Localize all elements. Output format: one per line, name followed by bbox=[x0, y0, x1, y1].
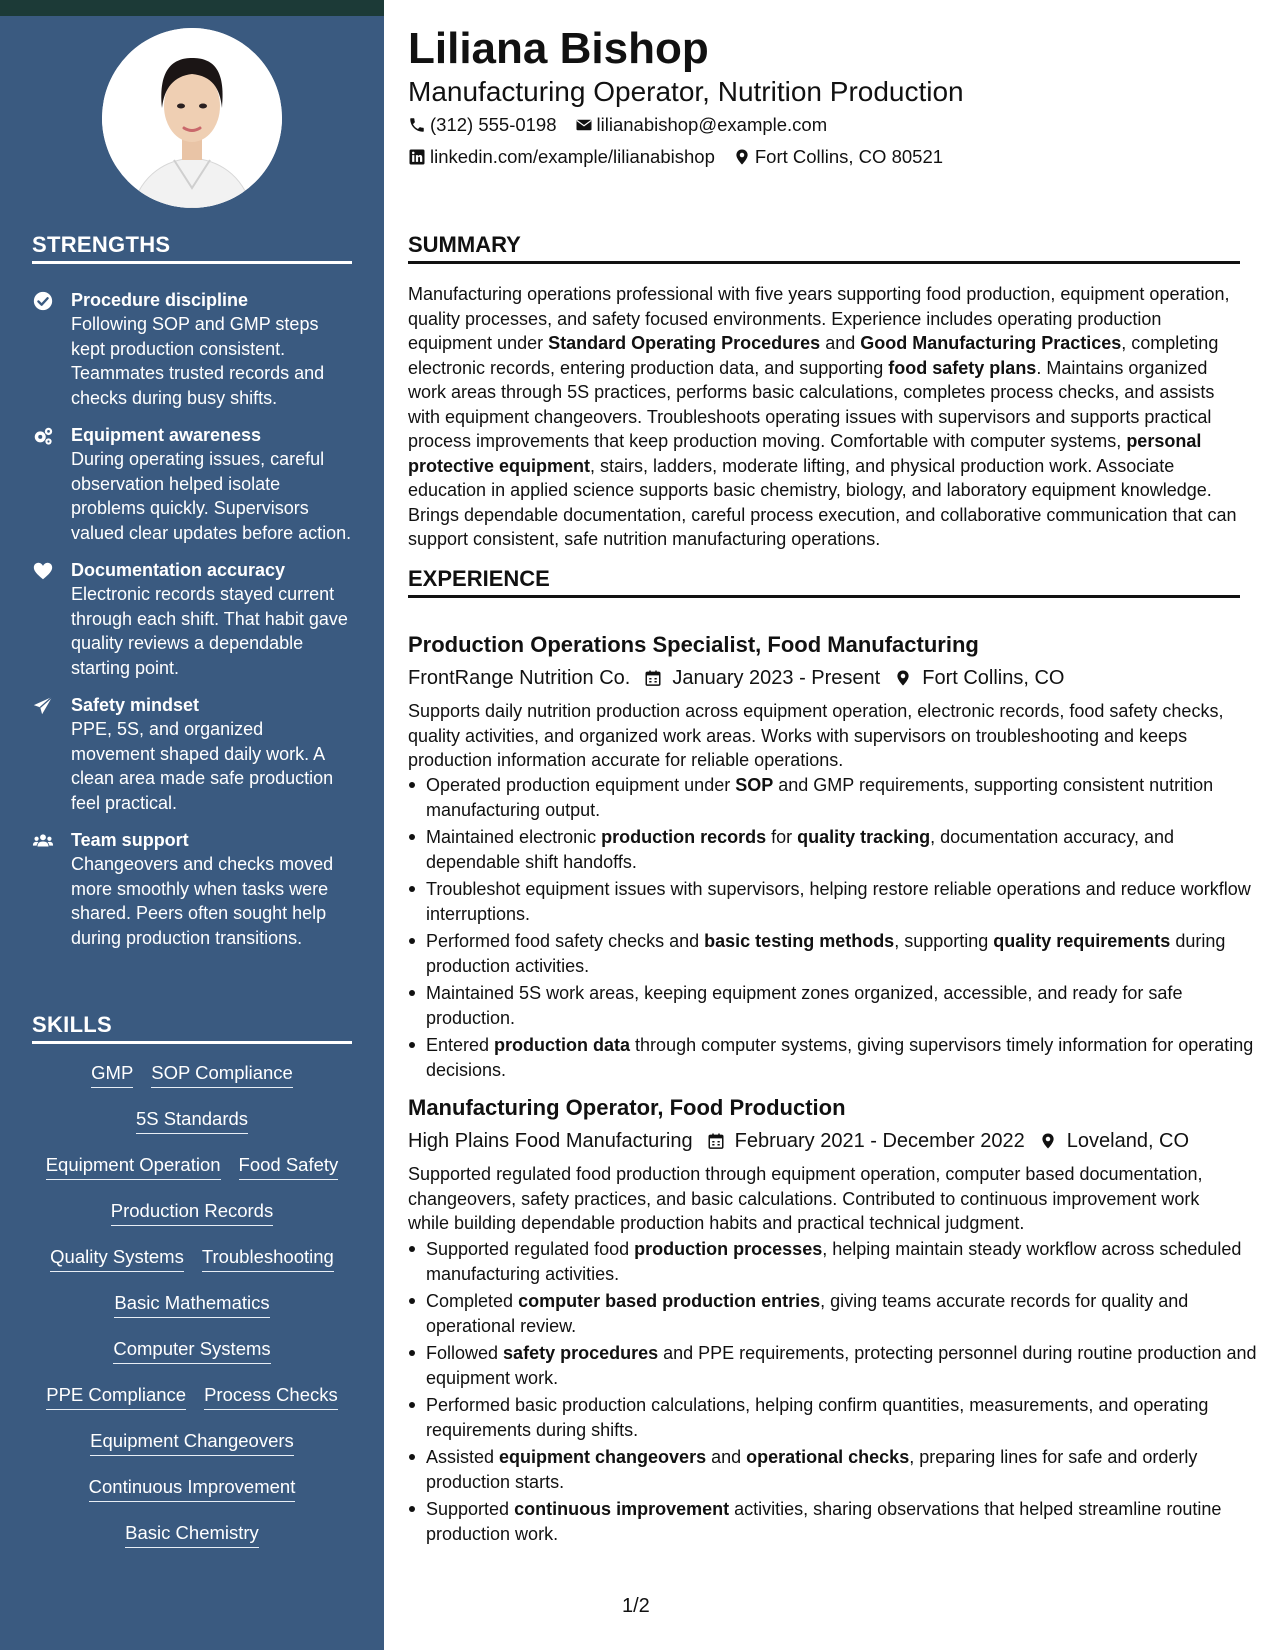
text-run: Assisted bbox=[426, 1447, 500, 1467]
skill-tag: Equipment Changeovers bbox=[90, 1428, 294, 1456]
skill-tag: Basic Mathematics bbox=[114, 1290, 269, 1318]
bullet-item bbox=[426, 929, 1258, 978]
bullet-item bbox=[426, 1237, 1258, 1286]
text-run: Supported bbox=[426, 1499, 515, 1519]
text-run: Operated production equipment under bbox=[426, 775, 736, 795]
text-run: for bbox=[766, 827, 798, 847]
sidebar bbox=[0, 0, 384, 1650]
job-meta bbox=[408, 1128, 1203, 1154]
job-description: Supports daily nutrition production across equipment operation, electronic records, food safety checks, quality activities, and organized work areas. Works with supervisors on troubleshooting and keeps production information accurate for reliable operations. bbox=[408, 701, 1224, 770]
skill-tag: Food Safety bbox=[239, 1152, 339, 1180]
strengths-list bbox=[32, 288, 352, 963]
job-location-text: Loveland, CO bbox=[1066, 1130, 1190, 1152]
bold-text: equipment changeovers bbox=[499, 1447, 707, 1467]
map-marker-icon bbox=[1039, 1131, 1057, 1151]
strength-item bbox=[32, 423, 352, 545]
text-run: Maintained 5S work areas, keeping equipment zones organized, accessible, and ready for safe production. bbox=[426, 983, 1183, 1028]
bullet-item bbox=[426, 981, 1258, 1030]
location-text: Fort Collins, CO 80521 bbox=[754, 146, 944, 167]
skill-tag: 5S Standards bbox=[136, 1106, 248, 1134]
strength-description: Changeovers and checks moved more smoothly when tasks were shared. Peers often sought help during production transitions. bbox=[71, 854, 334, 948]
job-title: Manufacturing Operator, Food Production bbox=[408, 1095, 846, 1120]
experience-heading: EXPERIENCE bbox=[408, 566, 1240, 598]
bold-text: computer based production entries bbox=[518, 1291, 821, 1311]
bullet-item bbox=[426, 1033, 1258, 1082]
bullet-item bbox=[426, 773, 1258, 822]
job-dates bbox=[644, 665, 880, 691]
bold-text: SOP bbox=[735, 775, 774, 795]
strength-title: Safety mindset bbox=[71, 695, 200, 715]
text-run: through computer systems, giving supervisors timely information for operating decisions. bbox=[426, 1035, 1254, 1080]
text-run: Entered bbox=[426, 1035, 495, 1055]
text-run: and GMP requirements, supporting consistent nutrition manufacturing output. bbox=[426, 775, 1214, 820]
text-run: activities, sharing observations that helped streamline routine production work. bbox=[426, 1499, 1222, 1544]
profile-photo bbox=[102, 28, 282, 208]
phone-contact[interactable] bbox=[408, 113, 557, 137]
text-run: Performed basic production calculations, helping confirm quantities, measurements, and operating requirements during shifts. bbox=[426, 1395, 1209, 1440]
bold-text: production records bbox=[601, 827, 767, 847]
job-location bbox=[1039, 1128, 1189, 1154]
phone-icon bbox=[408, 116, 426, 134]
skill-tag: Process Checks bbox=[204, 1382, 338, 1410]
skill-tag: Troubleshooting bbox=[202, 1244, 334, 1272]
text-run: , preparing lines for safe and orderly production starts. bbox=[426, 1447, 1198, 1492]
bold-text: production data bbox=[494, 1035, 631, 1055]
text-run: Followed bbox=[426, 1343, 504, 1363]
candidate-name: Liliana Bishop bbox=[408, 24, 709, 73]
strength-description: During operating issues, careful observation helped isolate problems quickly. Supervisors valued clear updates before action. bbox=[71, 449, 352, 543]
bullet-item bbox=[426, 825, 1258, 874]
phone-text: (312) 555-0198 bbox=[430, 114, 557, 135]
strength-item bbox=[32, 288, 352, 410]
text-run: . Maintains organized work areas through 5S practices, performs basic calculations, completes process checks, and assists with equipment changeovers. Troubleshoots operating issues with supervisors and supports practical process improvements that keep production moving. Comfortable with computer systems, bbox=[408, 357, 1215, 451]
heart-icon bbox=[32, 560, 54, 582]
bullet-item bbox=[426, 1445, 1258, 1494]
text-run: Supported regulated food bbox=[426, 1239, 635, 1259]
location-contact bbox=[733, 145, 943, 169]
map-marker-icon bbox=[733, 148, 751, 166]
bullet-item bbox=[426, 1393, 1258, 1442]
check-circle-icon bbox=[32, 290, 54, 312]
candidate-role: Manufacturing Operator, Nutrition Production bbox=[408, 76, 964, 107]
text-run: , supporting bbox=[894, 931, 994, 951]
skills-heading: SKILLS bbox=[32, 1012, 352, 1044]
skill-tag: Computer Systems bbox=[113, 1336, 270, 1364]
job-description: Supported regulated food production through equipment operation, computer based documentation, changeovers, safety practices, and basic calculations. Contributed to continuous improvement work while building dependable production habits and practical technical judgment. bbox=[408, 1164, 1203, 1233]
paper-plane-icon bbox=[32, 695, 54, 717]
calendar-icon bbox=[707, 1131, 725, 1151]
job-bullets bbox=[408, 773, 1258, 1085]
strength-description: PPE, 5S, and organized movement shaped daily work. A clean area made safe production feel practical. bbox=[71, 719, 334, 813]
bold-text: quality tracking bbox=[797, 827, 931, 847]
job-dates-text: January 2023 - Present bbox=[672, 667, 881, 689]
text-run: Troubleshot equipment issues with supervisors, helping restore reliable operations and reduce workflow interruptions. bbox=[426, 879, 1251, 924]
text-run: Completed bbox=[426, 1291, 519, 1311]
contact-row-1 bbox=[408, 113, 845, 137]
email-contact[interactable] bbox=[575, 113, 828, 137]
job-title: Production Operations Specialist, Food Manufacturing bbox=[408, 632, 979, 657]
skill-tag: Equipment Operation bbox=[46, 1152, 221, 1180]
text-run: , stairs, ladders, moderate lifting, and physical production work. Associate education in applied science supports basic chemistry, biology, and laboratory equipment knowledge. Brings dependable documentation, careful process execution, and collaborative communication that can support consistent, safe nutrition manufacturing operations. bbox=[408, 455, 1237, 549]
text-run: , completing electronic records, entering production data, and supporting bbox=[408, 333, 1219, 378]
job-dates bbox=[707, 1128, 1025, 1154]
bold-text: basic testing methods bbox=[704, 931, 895, 951]
strength-title: Procedure discipline bbox=[71, 290, 249, 310]
envelope-icon bbox=[575, 116, 593, 134]
strength-item bbox=[32, 693, 352, 815]
bullet-item bbox=[426, 877, 1258, 926]
skill-tag: SOP Compliance bbox=[151, 1060, 293, 1088]
text-run: Performed food safety checks and bbox=[426, 931, 705, 951]
bullet-item bbox=[426, 1341, 1258, 1390]
strength-item bbox=[32, 828, 352, 950]
summary-text bbox=[408, 282, 1240, 552]
bold-text: personal protective equipment bbox=[408, 431, 1202, 476]
bullet-item bbox=[426, 1289, 1258, 1338]
strengths-heading: STRENGTHS bbox=[32, 232, 352, 264]
text-run: during production activities. bbox=[426, 931, 1226, 976]
text-run: and bbox=[820, 333, 861, 353]
bold-text: safety procedures bbox=[503, 1343, 659, 1363]
strength-item bbox=[32, 558, 352, 680]
skill-tag: Basic Chemistry bbox=[125, 1520, 259, 1548]
bold-text: Good Manufacturing Practices bbox=[860, 333, 1122, 353]
job-dates-text: February 2021 - December 2022 bbox=[734, 1130, 1025, 1152]
skill-tag: GMP bbox=[91, 1060, 133, 1088]
bold-text: Standard Operating Procedures bbox=[548, 333, 821, 353]
text-run: , giving teams accurate records for quality and operational review. bbox=[426, 1291, 1189, 1336]
text-run: Manufacturing operations professional with five years supporting food production, equipment operation, quality processes, and safety focused environments. Experience includes operating production equipment under bbox=[408, 284, 1230, 353]
skill-tag: Quality Systems bbox=[50, 1244, 184, 1272]
strength-description: Electronic records stayed current through each shift. That habit gave quality reviews a dependable starting point. bbox=[71, 584, 348, 678]
linkedin-icon bbox=[408, 148, 426, 166]
company-name: FrontRange Nutrition Co. bbox=[408, 667, 631, 689]
email-text: lilianabishop@example.com bbox=[596, 114, 828, 135]
text-run: , documentation accuracy, and dependable shift handoffs. bbox=[426, 827, 1174, 872]
text-run: and PPE requirements, protecting personnel during routine production and equipment work. bbox=[426, 1343, 1257, 1388]
gears-icon bbox=[32, 425, 54, 447]
bold-text: production processes bbox=[634, 1239, 823, 1259]
contact-row-2 bbox=[408, 145, 961, 169]
text-run: Maintained electronic bbox=[426, 827, 602, 847]
summary-heading: SUMMARY bbox=[408, 232, 1240, 264]
skill-tag: Continuous Improvement bbox=[89, 1474, 296, 1502]
linkedin-contact[interactable] bbox=[408, 145, 715, 169]
skills-list bbox=[32, 1060, 352, 1548]
skill-tag: PPE Compliance bbox=[46, 1382, 186, 1410]
calendar-icon bbox=[644, 668, 662, 688]
job-location bbox=[894, 665, 1064, 691]
bullet-item bbox=[426, 1497, 1258, 1546]
linkedin-text: linkedin.com/example/lilianabishop bbox=[430, 146, 715, 167]
job-location-text: Fort Collins, CO bbox=[922, 667, 1065, 689]
skill-tag: Production Records bbox=[111, 1198, 273, 1226]
job-bullets bbox=[408, 1237, 1258, 1549]
users-icon bbox=[32, 830, 54, 852]
text-run: and bbox=[706, 1447, 747, 1467]
strength-title: Equipment awareness bbox=[71, 425, 262, 445]
job-meta bbox=[408, 665, 1078, 691]
strength-title: Team support bbox=[71, 830, 189, 850]
bold-text: operational checks bbox=[746, 1447, 910, 1467]
bold-text: continuous improvement bbox=[514, 1499, 730, 1519]
text-run: , helping maintain steady workflow across scheduled manufacturing activities. bbox=[426, 1239, 1242, 1284]
map-marker-icon bbox=[894, 668, 912, 688]
sidebar-top-bar bbox=[0, 0, 384, 16]
strength-title: Documentation accuracy bbox=[71, 560, 286, 580]
page-number: 1/2 bbox=[622, 1595, 650, 1617]
bold-text: quality requirements bbox=[993, 931, 1171, 951]
strength-description: Following SOP and GMP steps kept production consistent. Teammates trusted records and checks during busy shifts. bbox=[71, 314, 325, 408]
company-name: High Plains Food Manufacturing bbox=[408, 1130, 693, 1152]
bold-text: food safety plans bbox=[888, 357, 1037, 378]
